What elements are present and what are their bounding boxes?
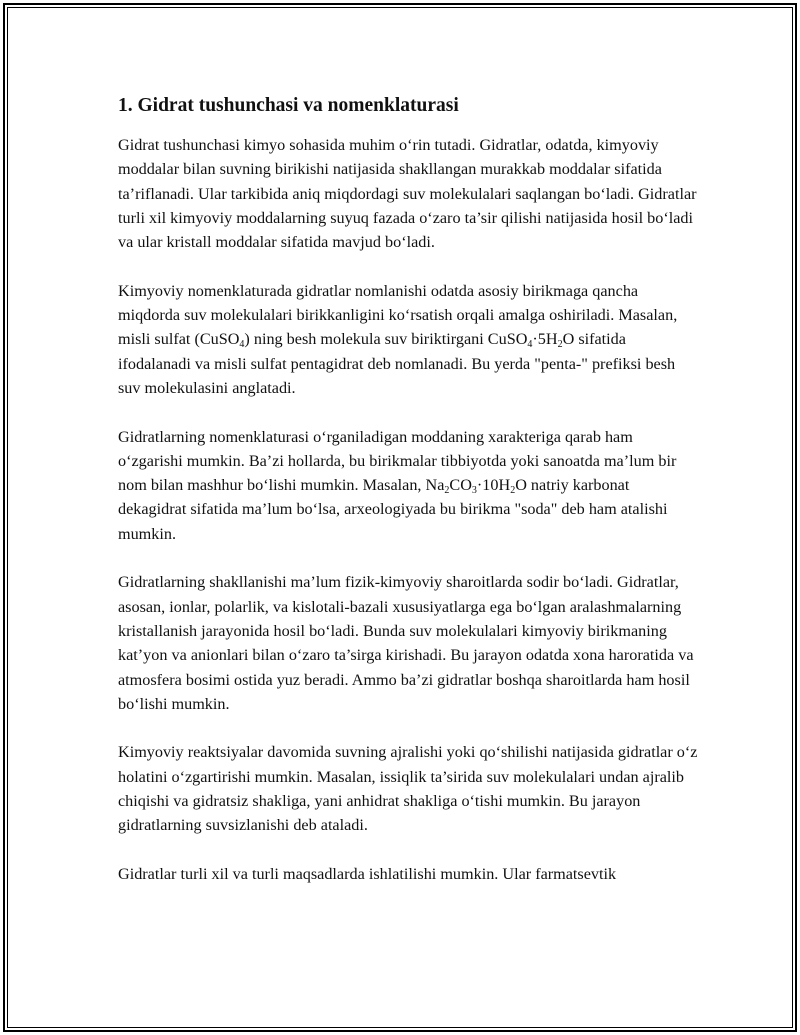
paragraph-2-text-3: ·5H xyxy=(532,330,558,349)
paragraph-5: Kimyoviy reaktsiyalar davomida suvning ajralishi yoki qo‘shilishi natijasida gidratlar o‘z holatini o‘zgartirishi mumkin. Masalan, issiqlik ta’sirida suv molekulalari undan ajralib chiqishi va gidratsiz shakliga, yani anhidrat shakliga o‘tishi mumkin. Bu jarayon gidratlarning suvsizlanishi deb ataladi. xyxy=(118,743,698,835)
paragraph-3-text-1: Gidratlarning nomenklaturasi o‘rganiladigan moddaning xarakteriga qarab ham o‘zgarishi mumkin. Ba’zi hollarda, bu birikmalar tibbiyotda yoki sanoatda ma’lum bir nom bilan mashhur bo‘lishi mumkin. Masalan, Na xyxy=(118,427,677,495)
subscript: 2 xyxy=(557,339,563,351)
subscript: 4 xyxy=(527,339,533,351)
subscript: 4 xyxy=(239,339,245,351)
subscript: 2 xyxy=(444,485,450,497)
paragraph-3-text-2: CO xyxy=(449,476,472,495)
document-body xyxy=(118,93,698,911)
paragraph-2 xyxy=(118,279,698,400)
paragraph-3-text-4: O natriy karbonat dekagidrat sifatida ma’lum bo‘lsa, arxeologiyada bu birikma "soda" deb ham atalishi mumkin. xyxy=(118,476,668,543)
subscript: 2 xyxy=(510,485,516,497)
paragraph-4: Gidratlarning shakllanishi ma’lum fizik-kimyoviy sharoitlarda sodir bo‘ladi. Gidratlar, asosan, ionlar, polarlik, va kislotali-bazali xususiyatlarga ega bo‘lgan aralashmalarning kristallanish jarayonida hosil bo‘ladi. Bunda suv molekulalari kimyoviy birikmaning kat’yon va anionlari bilan o‘zaro ta’sirga kirishadi. Bu jarayon odatda xona haroratida va atmosfera bosimi ostida yuz beradi. Ammo ba’zi gidratlar boshqa sharoitlarda ham hosil bo‘lishi mumkin. xyxy=(118,573,694,713)
paragraph-3 xyxy=(118,425,698,546)
paragraph-3-text-3: ·10H xyxy=(476,476,511,495)
subscript: 3 xyxy=(471,485,477,497)
paragraph-1: Gidrat tushunchasi kimyo sohasida muhim o‘rin tutadi. Gidratlar, odatda, kimyoviy moddalar bilan suvning birikishi natijasida shakllangan murakkab moddalar sifatida ta’riflanadi. Ular tarkibida aniq miqdordagi suv molekulalari saqlangan bo‘ladi. Gidratlar turli xil kimyoviy moddalarning suyuq fazada o‘zaro ta’sir qilishi natijasida hosil bo‘ladi va ular kristall moddalar sifatida mavjud bo‘ladi. xyxy=(118,136,697,252)
paragraph-6: Gidratlar turli xil va turli maqsadlarda ishlatilishi mumkin. Ular farmatsevtik xyxy=(118,864,617,883)
section-heading: 1. Gidrat tushunchasi va nomenklaturasi xyxy=(118,95,459,116)
paragraph-2-text-1: Kimyoviy nomenklaturada gidratlar nomlanishi odatda asosiy birikmaga qancha miqdorda suv molekulalari birikkanligini ko‘rsatish orqali amalga oshiriladi. Masalan, misli sulfat (CuSO xyxy=(118,281,678,349)
paragraph-2-text-2: ) ning besh molekula suv biriktirgani CuSO xyxy=(244,330,528,349)
paragraph-2-text-4: O sifatida ifodalanadi va misli sulfat pentagidrat deb nomlanadi. Bu yerda "penta-" prefiksi besh suv molekulasini anglatadi. xyxy=(118,330,676,397)
